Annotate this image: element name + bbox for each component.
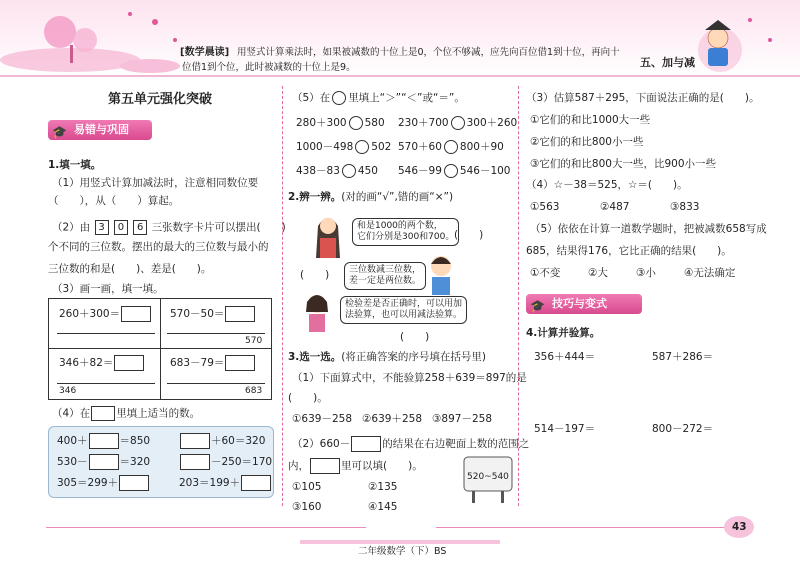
q3-5-opt-3: ③小 [636,267,656,279]
banner-label: 技巧与变式 [552,297,607,310]
fill-row3-right [179,475,272,491]
number-line-1 [57,333,155,334]
footer-line-right [436,527,726,528]
footer-band [300,540,500,544]
grid-cell-4-note: 683 [245,386,263,396]
q3-2-opt-3: ③160 [292,501,322,513]
cmp-right: 800＋90 [459,141,504,153]
q3-3-opt-1: ①它们的和比1000大一些 [530,114,651,126]
q3-4-opt-1: ①563 [530,201,560,213]
q5-line [292,91,465,105]
graduation-cap-icon: 🎓 [530,299,545,313]
bubble-1-line2: 它们分别是300和700。 [357,232,455,242]
grid-cell-4-expr: 683－79＝ [170,357,225,369]
q4-title: 4.计算并验算。 [526,327,601,339]
q5-suffix: 里填上“＞”“＜”或“＝”。 [348,92,465,104]
fill-panel [48,426,274,498]
q3-2-opt-4: ④145 [368,501,398,513]
answer-box[interactable] [180,454,210,470]
grid-cell-3-expr: 346＋82＝ [59,357,114,369]
cmp-left: 230＋700 [398,117,449,129]
q3-4-opt-2: ②487 [600,201,630,213]
cmp-right: 450 [357,165,378,177]
answer-box[interactable] [89,433,119,449]
girl-illustration-2 [300,290,334,334]
box-symbol [91,406,115,421]
q1-4-suffix: 里填上适当的数。 [116,407,201,420]
girl-illustration [312,210,344,260]
answer-box[interactable] [241,475,271,491]
judge-paren-3[interactable]: ( ) [400,331,430,343]
compare-circle[interactable] [444,140,458,154]
section-banner-errors [48,120,152,140]
answer-box[interactable] [121,306,151,322]
q3-2-d: 里可以填( )。 [341,460,423,472]
morning-read-line2: 位借1到个位，此时被减数的十位上是9。 [182,62,356,73]
compare-circle[interactable] [355,140,369,154]
q3-2-line-a [292,436,529,452]
q3-1-opt-2: ②639＋258 [362,413,422,425]
compare-row-3b [398,164,511,178]
circle-symbol [332,91,346,105]
q3-5-opt-2: ②大 [588,267,608,279]
compare-circle[interactable] [349,116,363,130]
q2-title: 2.辨一辨。 [288,191,342,203]
compare-circle[interactable] [342,164,356,178]
grid-cell-2-note: 570 [245,336,263,346]
compare-row-2 [296,140,391,154]
judge-paren-2[interactable]: ( ) [300,269,330,281]
q3-note: (将正确答案的序号填在括号里) [341,351,486,363]
answer-box[interactable] [114,355,144,371]
answer-box[interactable] [310,458,340,474]
q2-note: (对的画“√”,错的画“×”) [341,191,454,203]
fill-expr: ＝850 [119,435,151,447]
section-banner-skills [526,294,642,314]
bubble-3-line1: 检验差是否正确时，可以用加 [345,299,463,309]
cmp-left: 280＋300 [296,117,347,129]
grid-cell-1-expr: 260＋300＝ [59,308,121,320]
q3-line [288,350,486,364]
target-range: 520~540 [467,472,509,482]
answer-box[interactable] [119,475,149,491]
fill-row2-right [179,454,272,470]
fill-expr: ＝320 [119,456,151,468]
q3-3-opt-2: ②它们的和比800小一些 [530,136,644,148]
q1-3-line: （3）画一画，填一填。 [52,283,164,295]
cmp-right: 546－100 [459,165,511,177]
compare-row-1 [296,116,385,130]
bubble-2-line2: 差一定是两位数。 [349,276,422,286]
grid-cell-2-expr: 570－50＝ [170,308,225,320]
answer-box[interactable] [225,355,255,371]
q3-2-line-b [288,458,423,474]
q3-5-opt-1: ①不变 [530,267,561,279]
q1-2-line-c: 三位数的和是( )、差是( )。 [48,263,212,275]
fill-expr: 305＝299＋ [57,477,119,489]
q2-line [288,190,453,204]
q3-4-opt-3: ③833 [670,201,700,213]
q3-2-prefix: （2）660－ [292,438,351,450]
q3-3-line: （3）估算587＋295，下面说法正确的是( )。 [526,92,760,104]
cmp-left: 438－83 [296,165,340,177]
grid-cell-2 [170,306,256,322]
answer-box[interactable] [180,433,210,449]
q3-1-opt-3: ③897－258 [432,413,492,425]
answer-box[interactable] [89,454,119,470]
q1-1-line-b: （ ），从（ ）算起。 [48,195,180,207]
footer-line-left [46,527,366,528]
q3-2-opt-1: ①105 [292,481,322,493]
cmp-right: 300＋260 [466,117,518,129]
calc-4: 800－272＝ [652,423,714,435]
cmp-right: 502 [371,141,392,153]
q1-title: 1.填一填。 [48,159,102,171]
book-title: 二年级数学（下）BS [358,546,447,557]
q1-2-line-a [52,220,286,235]
q3-3-opt-3: ③它们的和比800大一些，比900小一些 [530,158,716,170]
fill-expr: ＋60＝320 [211,435,266,447]
speech-bubble-1 [352,218,459,246]
q1-1-line-a: （1）用竖式计算加减法时，注意相同数位要 [52,177,259,189]
graduation-cap-icon: 🎓 [52,125,67,139]
q3-4-line: （4）☆－38＝525，☆＝( )。 [526,179,688,191]
q5-prefix: （5）在 [292,92,331,104]
q3-5-line-a: （5）依依在计算一道数学题时，把被减数658写成 [530,223,767,235]
q1-4-prefix: （4）在 [52,407,91,420]
calc-3: 514－197＝ [534,423,596,435]
column-divider-1 [282,86,283,506]
bubble-3-line2: 法验算，也可以用减法验算。 [345,310,463,320]
fill-row2-left [57,454,150,470]
bubble-1-line1: 和是1000的两个数， [357,221,443,231]
q1-4-line [52,406,200,421]
speech-bubble-3 [340,296,467,324]
grid-hdivider [49,348,271,349]
q3-title: 3.选一选。 [288,351,342,363]
q1-2-prefix: （2）由 [52,221,91,234]
page-number: 43 [732,521,747,533]
answer-box[interactable] [225,306,255,322]
judge-paren-1[interactable]: ( ) [454,229,484,241]
fill-row1-left [57,433,150,449]
speech-bubble-2 [344,262,426,290]
grid-cell-4 [170,355,256,371]
q1-2-suffix: 三张数字卡片可以摆出( ) [151,221,286,234]
q3-5-opt-4: ④无法确定 [684,267,736,279]
banner-label: 易错与巩固 [74,123,129,136]
compare-row-3 [296,164,378,178]
boy-illustration [424,252,458,296]
fill-expr: 400＋ [57,435,88,447]
digit-card-2: 0 [114,220,128,235]
fill-expr: －250＝170 [211,456,273,468]
compare-row-1b [398,116,517,130]
number-line-grid [48,298,272,400]
cmp-right: 580 [364,117,385,129]
unit-title: 五、加与减 [640,56,695,69]
compare-circle[interactable] [444,164,458,178]
q3-1-line-b: ( )。 [288,392,328,404]
cmp-left: 546－99 [398,165,442,177]
digit-card-3: 6 [133,220,147,235]
fill-row3-left [57,475,150,491]
fill-row1-right [179,433,265,449]
calc-2: 587＋286＝ [652,351,714,363]
calc-1: 356＋444＝ [534,351,596,363]
grid-vdivider [160,299,161,399]
fill-expr: 203＝199＋ [179,477,241,489]
q3-5-line-b: 685，结果得176，它比正确的结果( )。 [526,245,732,257]
fill-expr: 530－ [57,456,88,468]
answer-box[interactable] [351,436,381,452]
q3-2-c: 内， [288,460,309,472]
compare-circle[interactable] [451,116,465,130]
grid-cell-3 [59,355,145,371]
q3-1-line-a: （1）下面算式中，不能验算258＋639＝897的是 [292,372,527,384]
q1-2-line-b: 个不同的三位数。摆出的最大的三位数与最小的 [48,241,269,253]
q3-2-opt-2: ②135 [368,481,398,493]
morning-read-tag: [数学晨读] [180,47,230,58]
morning-read-line1: 用竖式计算乘法时，如果被减数的十位上是0，个位不够减，应先向百位借1到十位，再向十 [237,47,620,58]
cmp-left: 1000－498 [296,141,354,153]
q3-2-suffix: 的结果在右边靶面上数的范围之 [382,438,530,450]
digit-card-1: 3 [95,220,109,235]
section-title: 第五单元强化突破 [108,92,213,107]
bubble-2-line1: 三位数减三位数， [349,265,422,275]
grid-cell-1 [59,306,152,322]
grid-cell-3-note: 346 [59,386,77,396]
q3-1-opt-1: ①639－258 [292,413,352,425]
compare-row-2b [398,140,504,154]
cmp-left: 570＋60 [398,141,442,153]
